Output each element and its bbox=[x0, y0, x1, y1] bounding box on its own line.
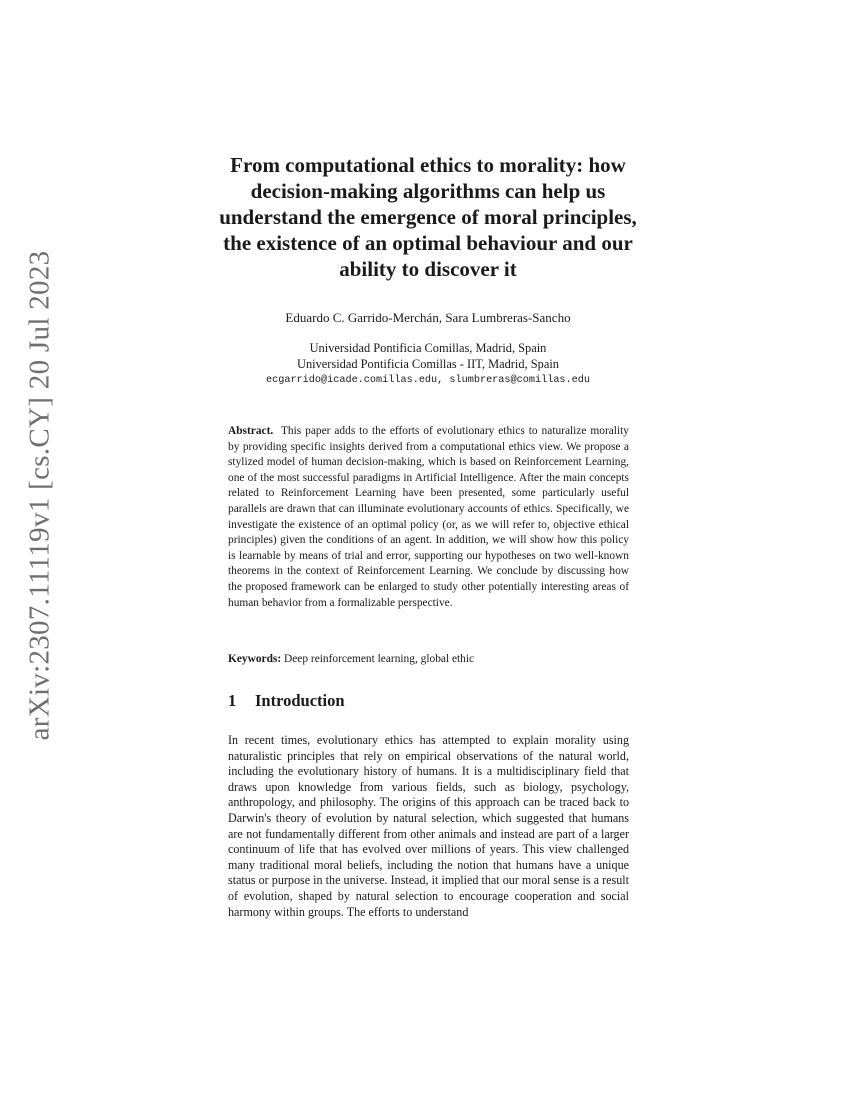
author-list: Eduardo C. Garrido-Merchán, Sara Lumbreras-Sancho bbox=[285, 310, 571, 325]
keywords-text: Deep reinforcement learning, global ethic bbox=[284, 653, 475, 665]
arxiv-identifier-stamp bbox=[2, 250, 78, 740]
abstract-paragraph bbox=[228, 424, 629, 611]
title-line: From computational ethics to morality: how bbox=[230, 153, 626, 177]
introduction-paragraph: In recent times, evolutionary ethics has attempted to explain morality using naturalistic principles that rely on empirical observations of the natural world, including the evolutionary history of humans. It is a multidisciplinary field that draws upon knowledge from various fields, such as biology, psychology, anthropology, and philosophy. The origins of this approach can be traced back to Darwin's theory of evolution by natural selection, which suggested that humans are not fundamentally different from other animals and instead are part of a larger continuum of life that has evolved over millions of years. This view challenged many traditional moral beliefs, including the notion that humans have a unique status or purpose in the universe. Instead, it implied that our moral sense is a result of evolution, shaped by natural selection to encourage cooperation and social harmony within groups. The efforts to understand bbox=[228, 733, 629, 919]
section-heading-introduction bbox=[228, 691, 629, 711]
paper-title bbox=[178, 152, 678, 282]
affiliation: Universidad Pontificia Comillas - IIT, Madrid, Spain bbox=[297, 356, 559, 371]
affiliation: Universidad Pontificia Comillas, Madrid, Spain bbox=[309, 341, 547, 355]
title-line: understand the emergence of moral principles, bbox=[219, 205, 637, 229]
author-emails: ecgarrido@icade.comillas.edu, slumbreras@comillas.edu bbox=[265, 375, 590, 386]
section-title: Introduction bbox=[255, 691, 345, 710]
affiliations-block bbox=[170, 341, 686, 389]
keywords-label: Keywords: bbox=[228, 653, 282, 665]
title-line: decision-making algorithms can help us bbox=[250, 179, 606, 203]
title-line: ability to discover it bbox=[339, 257, 517, 281]
arxiv-identifier-text: arXiv:2307.11119v1 [cs.CY] 20 Jul 2023 bbox=[23, 250, 56, 740]
abstract-label: Abstract. bbox=[228, 425, 274, 437]
keywords-paragraph bbox=[228, 652, 629, 668]
abstract-text: This paper adds to the efforts of evolutionary ethics to naturalize morality by providing specific insights derived from a computational ethics view. We propose a stylized model of human decision-making, which is based on Reinforcement Learning, one of the most successful paradigms in Artificial Intelligence. After the main concepts related to Reinforcement Learning have been presented, some particularly useful parallels are drawn that can illuminate evolutionary accounts of ethics. Specifically, we investigate the existence of an optimal policy (or, as we will refer to, objective ethical principles) given the conditions of an agent. In addition, we will show how this policy is learnable by means of trial and error, supporting our hypotheses on two well-known theorems in the context of Reinforcement Learning. We conclude by discussing how the proposed framework can be enlarged to study other potentially interesting areas of human behavior from a formalizable perspective. bbox=[228, 425, 629, 609]
title-line: the existence of an optimal behaviour and our bbox=[223, 231, 633, 255]
section-number: 1 bbox=[228, 691, 237, 710]
